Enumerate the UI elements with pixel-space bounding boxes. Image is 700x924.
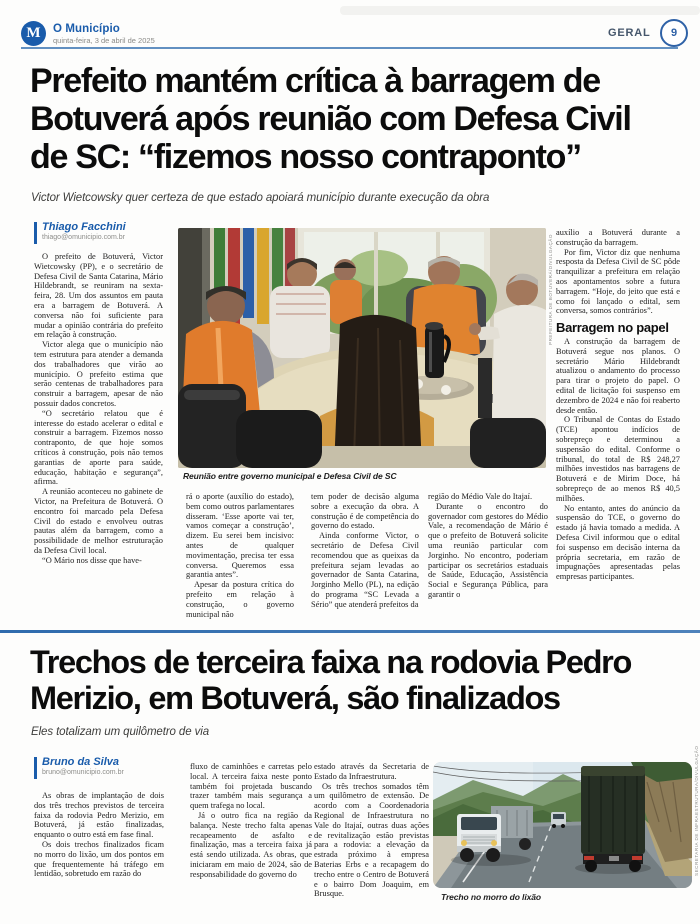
byline-bar bbox=[34, 222, 37, 244]
author-email: thiago@omunicipio.com.br bbox=[42, 234, 125, 241]
article1-byline bbox=[34, 221, 182, 242]
article1-deck: Victor Wietcowsky quer certeza de que estado apoiará município durante execução da obra bbox=[31, 192, 490, 204]
paragraph: estado através da Secretaria de Estado da Infraestrutura. bbox=[314, 762, 429, 781]
article1-column-2 bbox=[186, 492, 294, 630]
article1-column-3 bbox=[311, 492, 419, 630]
author-email: bruno@omunicipio.com.br bbox=[42, 769, 124, 776]
newspaper-brand: O Município bbox=[53, 23, 120, 35]
byline-bar bbox=[34, 757, 37, 779]
headline-line: Botuverá após reunião com Defesa Civil bbox=[30, 100, 631, 138]
paragraph: A construção da barragem de Botuverá segue nos planos. O secretário Mário Hildebrandt atualizou o andamento do processo para tirar o projeto do papel. O edital de licitação foi suspenso em dezembro de 2024 e não foi reaberto desde então. bbox=[556, 336, 680, 415]
article1-photo-caption: Reunião entre governo municipal e Defesa Civil de SC bbox=[183, 471, 397, 481]
article1-column-4 bbox=[428, 492, 548, 630]
paragraph: rá o aporte (auxílio do estado), bem como outros parlamentares disseram. ‘Esse aporte vai ter, vamos começar a construção’, dizem. Eu serei bem incisivo: antes de qualquer movimentação, precisa ter essa conversa. Queremos essa garantia antes”. bbox=[186, 492, 294, 580]
paragraph: No entanto, antes do anúncio da suspensão do TCE, o governo do estado já havia tomado a medida. A Defesa Civil informou que o edital foi suspenso em decisão interna da própria secretaria, em razão de impugnações apresentadas pelas empresas participantes. bbox=[556, 503, 680, 582]
paragraph: “O Mário nos disse que have- bbox=[42, 555, 142, 565]
paragraph: O Tribunal de Contas do Estado (TCE) apontou indícios de sobrepreço e determinou a suspensão do edital. Conforme o tribunal, do total de R$ 248,27 milhões investidos nas barragens de Botuverá e de Mirim Doce, há sobrepreço de ao menos R$ 40,5 milhões. bbox=[556, 415, 680, 503]
page-number-badge bbox=[660, 19, 688, 47]
article1-headline bbox=[30, 62, 688, 176]
headline-line: Merizio, em Botuverá, são finalizados bbox=[30, 680, 560, 716]
paragraph: Durante o encontro do governador com gestores do Médio Vale, a recomendação de Mário é que o prefeito de Botuverá solicite uma reunião particular com Jorginho. No encontro, poderiam participar os secretários estaduais de Saúde, Educação, Assistência Social e Segurança Pública, para garantir o bbox=[428, 501, 548, 599]
paragraph: Os dois trechos finalizados ficam no morro do lixão, um dos pontos em que frequentemente há tráfego em lentidão, sobretudo em razão do bbox=[34, 839, 164, 879]
paragraph: As obras de implantação de dois dos três trechos previstos de terceira faixa da rodovia Pedro Merizio, em Botuverá, já estão finalizadas, enquanto o outro está em fase final. bbox=[34, 791, 164, 840]
paragraph: tem poder de decisão alguma sobre a execução da obra. A construção é de competência do governo do estado. bbox=[311, 492, 419, 531]
section-label: GERAL bbox=[608, 27, 651, 39]
article2-deck: Eles totalizam um quilômetro de via bbox=[31, 726, 210, 738]
article2-byline bbox=[34, 756, 182, 777]
paragraph: Victor alega que o município não tem estrutura para atender a demanda dos trabalhadores que virão ao município. O prefeito estima que serão centenas de trabalhadores para construir a barragem, apesar de não possuir dados concretos. bbox=[34, 340, 163, 408]
road-photo-illustration bbox=[433, 762, 692, 888]
issue-date: quinta-feira, 3 de abril de 2025 bbox=[53, 36, 155, 45]
paragraph: “O secretário relatou que é interesse do estado acelerar o edital e construir a barragem. Fizemos nosso contraponto, de que hoje somos críticos à construção, pois não temos garantias de aporte para saúde, educação, habitação e segurança”, afirma. bbox=[34, 408, 163, 487]
article2-photo-caption: Trecho no morro do lixão bbox=[441, 892, 541, 902]
logo-letter: M bbox=[26, 25, 41, 41]
paragraph: Já o outro fica na região da balança. Neste trecho falta apenas recapeamento de asfalto e finalização, mas a terceira faixa já está sendo utilizada. As obras, que iniciaram em maio de 2024, são de responsabilidade do governo do bbox=[190, 810, 312, 879]
scan-artifact bbox=[340, 6, 700, 15]
paragraph: Os três trechos somados têm um quilômetro de extensão. De acordo com a Coordenadoria Regional de Infraestrutura no Vale do Itajaí, outras duas ações de revitalização estão previstas para a rodovia: a elevação da estrada próximo à empresa Baterias Erbs e a recapagem do trecho entre o Centro de Botuverá e o bairro Dom Joaquim, em Brusque. bbox=[314, 781, 429, 899]
paragraph: Ainda conforme Victor, o secretário de Defesa Civil recomendou que as queixas da prefeitura sejam levadas ao governador de Santa Catarina, Jorginho Mello (PL), na edição do programa “SC Levada a Sério” que atenderá prefeitos da bbox=[311, 531, 419, 609]
article2-photo-credit: SECRETARIA DE INFRAESTRUTURA/DIVULGAÇÃO bbox=[694, 745, 699, 876]
article2-column-2 bbox=[190, 762, 312, 918]
article2-column-1 bbox=[34, 791, 164, 919]
paragraph: O prefeito de Botuverá, Victor Wietcowsky (PP), e o secretário de Defesa Civil de Santa Catarina, Mário Hildebrandt, se reuniram na sexta-feira, 28. Um dos assuntos em pauta era a barragem de Botuverá. A conversa não foi suficiente para mudar a opinião contrária do prefeito em relação à construção. bbox=[34, 252, 163, 340]
paragraph: região do Médio Vale do Itajaí. bbox=[428, 492, 533, 501]
page-number: 9 bbox=[670, 27, 678, 39]
article2-column-3 bbox=[314, 762, 429, 918]
article1-photo-credit: PREFEITURA DE BOTUVERÁ/DIVULGAÇÃO bbox=[548, 234, 553, 345]
meeting-photo-illustration bbox=[178, 228, 546, 468]
headline-line: Prefeito mantém crítica à barragem de bbox=[30, 62, 600, 100]
headline-line: Trechos de terceira faixa na rodovia Pedro bbox=[30, 644, 632, 680]
paragraph: fluxo de caminhões e carretas pelo local. A terceira faixa neste ponto também foi projetada buscando trazer também mais segurança a quem trafega no local. bbox=[190, 762, 312, 811]
paragraph: Apesar da postura crítica do prefeito em relação à construção, o governo municipal não bbox=[186, 580, 294, 619]
headline-line: de SC: “fizemos nosso contraponto” bbox=[30, 138, 581, 176]
header-rule bbox=[21, 47, 678, 49]
paragraph: auxílio a Botuverá durante a construção da barragem. bbox=[556, 228, 680, 247]
meeting-photo bbox=[178, 228, 546, 468]
article1-crosshead: Barragem no papel bbox=[556, 320, 669, 336]
author-name: Bruno da Silva bbox=[42, 756, 120, 768]
paragraph: A reunião aconteceu no gabinete de Victor, na Prefeitura de Botuverá. O encontro foi marcado pela Defesa Civil do estado e envolveu outras pautas além da barragem, como a possibilidade de melhor estruturação da Defesa Civil local. bbox=[34, 487, 163, 555]
paragraph: Por fim, Victor diz que nenhuma resposta da Defesa Civil de SC pôde tranquilizar a prefeitura em relação aos apontamentos sobre a futura barragem. “Hoje, do jeito que está e como foi lançado o edital, sem conversa, somos contrários”. bbox=[556, 247, 680, 316]
author-name: Thiago Facchini bbox=[42, 221, 126, 233]
article-divider bbox=[0, 630, 700, 633]
article1-column-5 bbox=[556, 228, 680, 632]
newspaper-logo-icon bbox=[21, 21, 46, 46]
article2-headline bbox=[30, 644, 692, 716]
road-photo bbox=[433, 762, 692, 888]
article1-column-1 bbox=[34, 252, 163, 632]
